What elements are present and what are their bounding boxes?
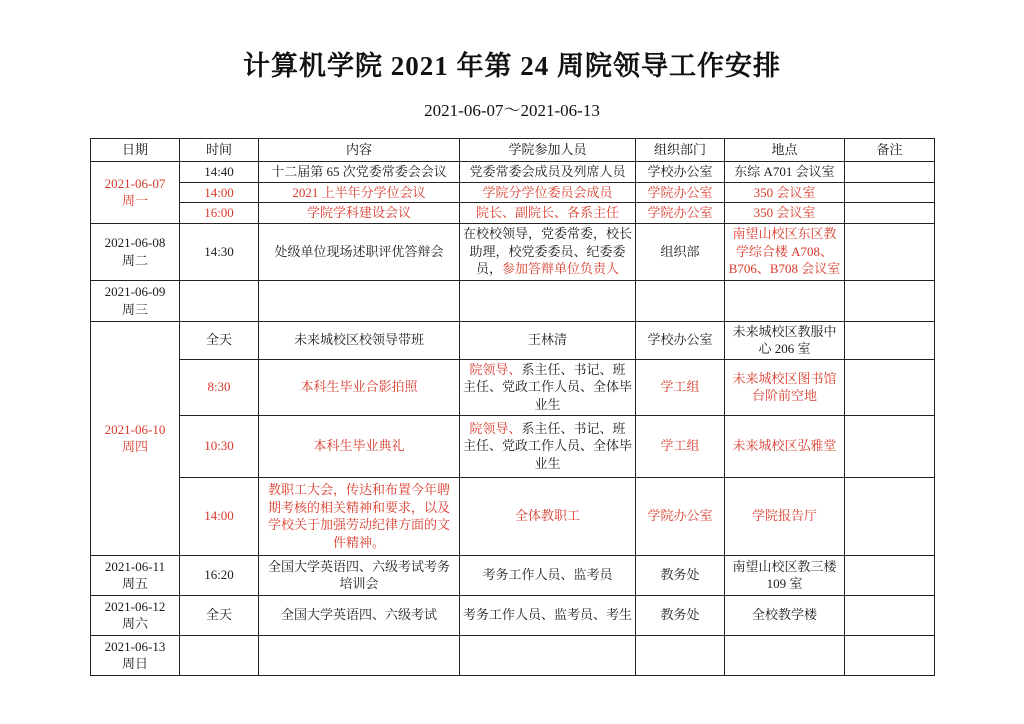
participants-cell: [460, 555, 636, 595]
date-line: 周六: [121, 616, 148, 632]
schedule-row: [91, 635, 935, 675]
text-segment: 14:40: [204, 164, 234, 179]
column-header: 组织部门: [636, 139, 725, 162]
date-line: 周日: [121, 656, 148, 672]
text-segment: 学院办公室: [647, 205, 713, 221]
text-segment: 参加答辩单位负责人: [502, 261, 620, 277]
time-cell: [180, 321, 259, 359]
date-line: 2021-06-13: [104, 638, 166, 654]
participants-cell: [460, 182, 636, 203]
participants-cell: [460, 415, 636, 477]
text-segment: 全天: [205, 607, 232, 623]
text-segment: 院领导、: [469, 361, 522, 377]
text-segment: 南望山校区东区教学综合楼 A708、B706、B708 会议室: [728, 226, 841, 277]
content-cell: [259, 477, 460, 555]
date-cell: [91, 280, 180, 321]
schedule-row: [91, 415, 935, 477]
content-cell: [259, 321, 460, 359]
remark-cell: [845, 415, 935, 477]
time-cell: [180, 477, 259, 555]
date-cell: [91, 223, 180, 280]
date-cell: [91, 635, 180, 675]
text-segment: 组织部: [660, 243, 700, 259]
text-segment: 党委常委会成员及列席人员: [469, 164, 626, 179]
remark-cell: [845, 321, 935, 359]
content-cell: [259, 595, 460, 635]
text-segment: 学校办公室: [647, 164, 713, 179]
dept-cell: [636, 555, 725, 595]
text-segment: 十二届第 65 次党委常委会会议: [271, 164, 447, 179]
text-segment: 考务工作人员、监考员: [482, 567, 613, 583]
text-segment: 教职工大会，传达和布置今年聘期考核的相关精神和要求，以及学校关于加强劳动纪律方面的文件精神。: [267, 482, 450, 550]
schedule-row: [91, 203, 935, 224]
date-cell: [91, 321, 180, 555]
text-segment: 学院分学位委员会成员: [482, 184, 613, 200]
page-title: 计算机学院 2021 年第 24 周院领导工作安排: [243, 51, 781, 81]
participants-cell: [460, 595, 636, 635]
participants-cell: [460, 359, 636, 415]
date-cell: [91, 595, 180, 635]
remark-cell: [845, 635, 935, 675]
date-line: 周二: [121, 252, 148, 268]
location-cell: [725, 223, 845, 280]
remark-cell: [845, 203, 935, 224]
date-cell: [91, 162, 180, 224]
schedule-row: [91, 223, 935, 280]
text-segment: 14:30: [204, 243, 234, 259]
content-cell: [259, 162, 460, 183]
column-header: 时间: [180, 139, 259, 162]
participants-cell: [460, 203, 636, 224]
location-cell: [725, 280, 845, 321]
remark-cell: [845, 223, 935, 280]
text-segment: 未来城校区图书馆台阶前空地: [732, 370, 837, 404]
content-cell: [259, 280, 460, 321]
dept-cell: [636, 223, 725, 280]
text-segment: 教务处: [660, 567, 700, 583]
text-segment: 学院报告厅: [751, 508, 817, 524]
schedule-row: [91, 162, 935, 183]
text-segment: 本科生毕业典礼: [313, 438, 405, 454]
time-cell: [180, 203, 259, 224]
date-line: 2021-06-11: [104, 558, 166, 574]
column-header: 日期: [91, 139, 180, 162]
schedule-row: [91, 280, 935, 321]
remark-cell: [845, 477, 935, 555]
remark-cell: [845, 555, 935, 595]
text-segment: 学院办公室: [647, 508, 713, 524]
participants-cell: [460, 635, 636, 675]
remark-cell: [845, 595, 935, 635]
location-cell: [725, 477, 845, 555]
remark-cell: [845, 182, 935, 203]
location-cell: [725, 415, 845, 477]
time-cell: [180, 280, 259, 321]
content-cell: [259, 359, 460, 415]
text-segment: 未来城校区弘雅堂: [732, 438, 837, 454]
text-segment: 东综 A701 会议室: [734, 164, 835, 179]
participants-cell: [460, 477, 636, 555]
location-cell: [725, 182, 845, 203]
dept-cell: [636, 321, 725, 359]
text-segment: 未来城校区校领导带班: [293, 332, 424, 348]
text-segment: 未来城校区教服中心 206 室: [732, 323, 837, 357]
dept-cell: [636, 635, 725, 675]
dept-cell: [636, 280, 725, 321]
schedule-row: [91, 321, 935, 359]
text-segment: 在校校领导，党委常委，校长助理，校党委委员、纪委委员，: [463, 226, 633, 277]
date-range: 2021-06-07～2021-06-13: [424, 101, 600, 120]
text-segment: 14:00: [204, 508, 234, 524]
text-segment: 2021 上半年分学位会议: [292, 184, 426, 200]
text-segment: 学院学科建设会议: [306, 205, 411, 221]
text-segment: 处级单位现场述职评优答辩会: [274, 243, 444, 259]
text-segment: 8:30: [207, 379, 231, 395]
time-cell: [180, 182, 259, 203]
remark-cell: [845, 162, 935, 183]
content-cell: [259, 635, 460, 675]
text-segment: 学工组: [660, 438, 700, 454]
location-cell: [725, 635, 845, 675]
schedule-row: [91, 182, 935, 203]
text-segment: 院长、副院长、各系主任: [475, 205, 619, 221]
time-cell: [180, 555, 259, 595]
text-segment: 系主任、书记、班主任、党政工作人员、全体毕业生: [463, 420, 633, 471]
text-segment: 本科生毕业合影拍照: [300, 379, 418, 395]
remark-cell: [845, 359, 935, 415]
text-segment: 王林清: [527, 332, 567, 348]
participants-cell: [460, 321, 636, 359]
text-segment: 350 会议室: [753, 184, 816, 200]
location-cell: [725, 321, 845, 359]
text-segment: 16:00: [204, 205, 234, 221]
date-line: 2021-06-09: [104, 284, 166, 300]
text-segment: 14:00: [204, 184, 234, 200]
text-segment: 学工组: [660, 379, 700, 395]
text-segment: 全校教学楼: [751, 607, 817, 623]
time-cell: [180, 162, 259, 183]
text-segment: 全国大学英语四、六级考试: [280, 607, 437, 623]
text-segment: 全国大学英语四、六级考试考务培训会: [267, 558, 450, 592]
schedule-row: [91, 477, 935, 555]
dept-cell: [636, 182, 725, 203]
date-line: 周三: [121, 301, 148, 317]
remark-cell: [845, 280, 935, 321]
content-cell: [259, 182, 460, 203]
column-header: 内容: [259, 139, 460, 162]
location-cell: [725, 555, 845, 595]
time-cell: [180, 635, 259, 675]
text-segment: 系主任、书记、班主任、党政工作人员、全体毕业生: [463, 361, 633, 412]
time-cell: [180, 359, 259, 415]
text-segment: 学院办公室: [647, 184, 713, 200]
table-header-row: [91, 139, 935, 162]
location-cell: [725, 162, 845, 183]
date-line: 2021-06-08: [104, 235, 166, 251]
column-header: 备注: [845, 139, 935, 162]
date-line: 2021-06-07: [104, 175, 166, 191]
schedule-row: [91, 359, 935, 415]
date-line: 周一: [121, 193, 148, 209]
text-segment: 考务工作人员、监考员、考生: [463, 607, 633, 623]
content-cell: [259, 415, 460, 477]
time-cell: [180, 223, 259, 280]
date-line: 周四: [121, 439, 148, 455]
location-cell: [725, 595, 845, 635]
participants-cell: [460, 280, 636, 321]
text-segment: 350 会议室: [753, 205, 816, 221]
content-cell: [259, 203, 460, 224]
location-cell: [725, 359, 845, 415]
text-segment: 南望山校区教三楼 109 室: [732, 558, 837, 592]
time-cell: [180, 415, 259, 477]
text-segment: 10:30: [204, 438, 234, 454]
dept-cell: [636, 162, 725, 183]
schedule-table: [90, 138, 935, 676]
content-cell: [259, 223, 460, 280]
text-segment: 教务处: [660, 607, 700, 623]
dept-cell: [636, 359, 725, 415]
text-segment: 16:20: [204, 567, 234, 583]
time-cell: [180, 595, 259, 635]
column-header: 地点: [725, 139, 845, 162]
text-segment: 学校办公室: [647, 332, 713, 348]
dept-cell: [636, 595, 725, 635]
participants-cell: [460, 223, 636, 280]
schedule-row: [91, 595, 935, 635]
content-cell: [259, 555, 460, 595]
date-cell: [91, 555, 180, 595]
text-segment: 全天: [205, 332, 232, 348]
date-line: 2021-06-10: [104, 421, 166, 437]
date-line: 周五: [121, 576, 148, 592]
column-header: 学院参加人员: [460, 139, 636, 162]
participants-cell: [460, 162, 636, 183]
dept-cell: [636, 203, 725, 224]
location-cell: [725, 203, 845, 224]
text-segment: 院领导、: [469, 420, 522, 436]
text-segment: 全体教职工: [514, 508, 580, 524]
schedule-row: [91, 555, 935, 595]
date-line: 2021-06-12: [104, 598, 166, 614]
dept-cell: [636, 415, 725, 477]
dept-cell: [636, 477, 725, 555]
